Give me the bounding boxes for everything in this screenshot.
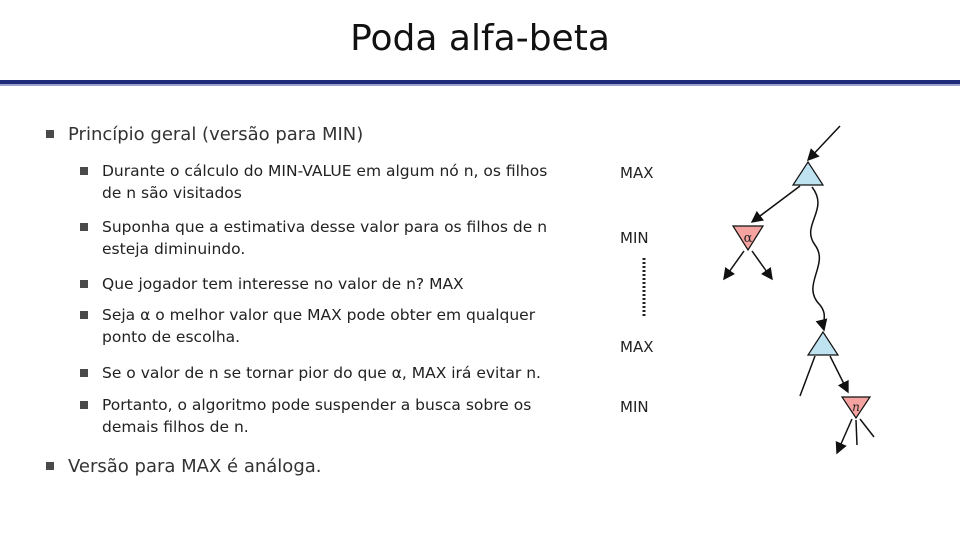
path-to-lower-max bbox=[811, 187, 825, 330]
max-node-lower bbox=[808, 332, 838, 355]
n-label: n bbox=[852, 400, 860, 414]
edge-max-to-alpha bbox=[752, 186, 800, 222]
page-title: Poda alfa-beta bbox=[350, 18, 610, 59]
bullet-main-2-text: Versão para MAX é análoga. bbox=[68, 456, 322, 477]
level-label-max-2: MAX bbox=[620, 338, 654, 356]
bullet-sub-4-text: Seja α o melhor valor que MAX pode obter em qualquer ponto de escolha. bbox=[102, 306, 536, 346]
bullet-sub-6-text: Portanto, o algoritmo pode suspender a busca sobre os demais filhos de n. bbox=[102, 396, 532, 436]
edge-lower-max-left bbox=[800, 356, 815, 396]
max-node-top bbox=[793, 162, 823, 185]
bullet-sub-1-text: Durante o cálculo do MIN-VALUE em algum nó n, os filhos de n são visitados bbox=[102, 162, 548, 202]
edge-alpha-right bbox=[752, 251, 772, 279]
edge-n-right bbox=[860, 419, 874, 437]
edge-alpha-left bbox=[724, 251, 744, 279]
edge-n-left bbox=[837, 419, 852, 453]
alpha-label: α bbox=[743, 231, 753, 246]
bullet-sub-5-text: Se o valor de n se tornar pior do que α, MAX irá evitar n. bbox=[102, 364, 541, 382]
bullet-sub-3-text: Que jogador tem interesse no valor de n? MAX bbox=[102, 275, 464, 293]
level-label-min-2: MIN bbox=[620, 398, 649, 416]
incoming-edge bbox=[808, 126, 840, 160]
edge-lower-max-to-n bbox=[830, 356, 848, 392]
level-label-max-1: MAX bbox=[620, 164, 654, 182]
edge-n-middle bbox=[856, 420, 857, 445]
bullet-sub-2-text: Suponha que a estimativa desse valor para os filhos de n esteja diminuindo. bbox=[102, 218, 548, 258]
bullet-main-1-text: Princípio geral (versão para MIN) bbox=[68, 124, 364, 145]
level-label-min-1: MIN bbox=[620, 229, 649, 247]
